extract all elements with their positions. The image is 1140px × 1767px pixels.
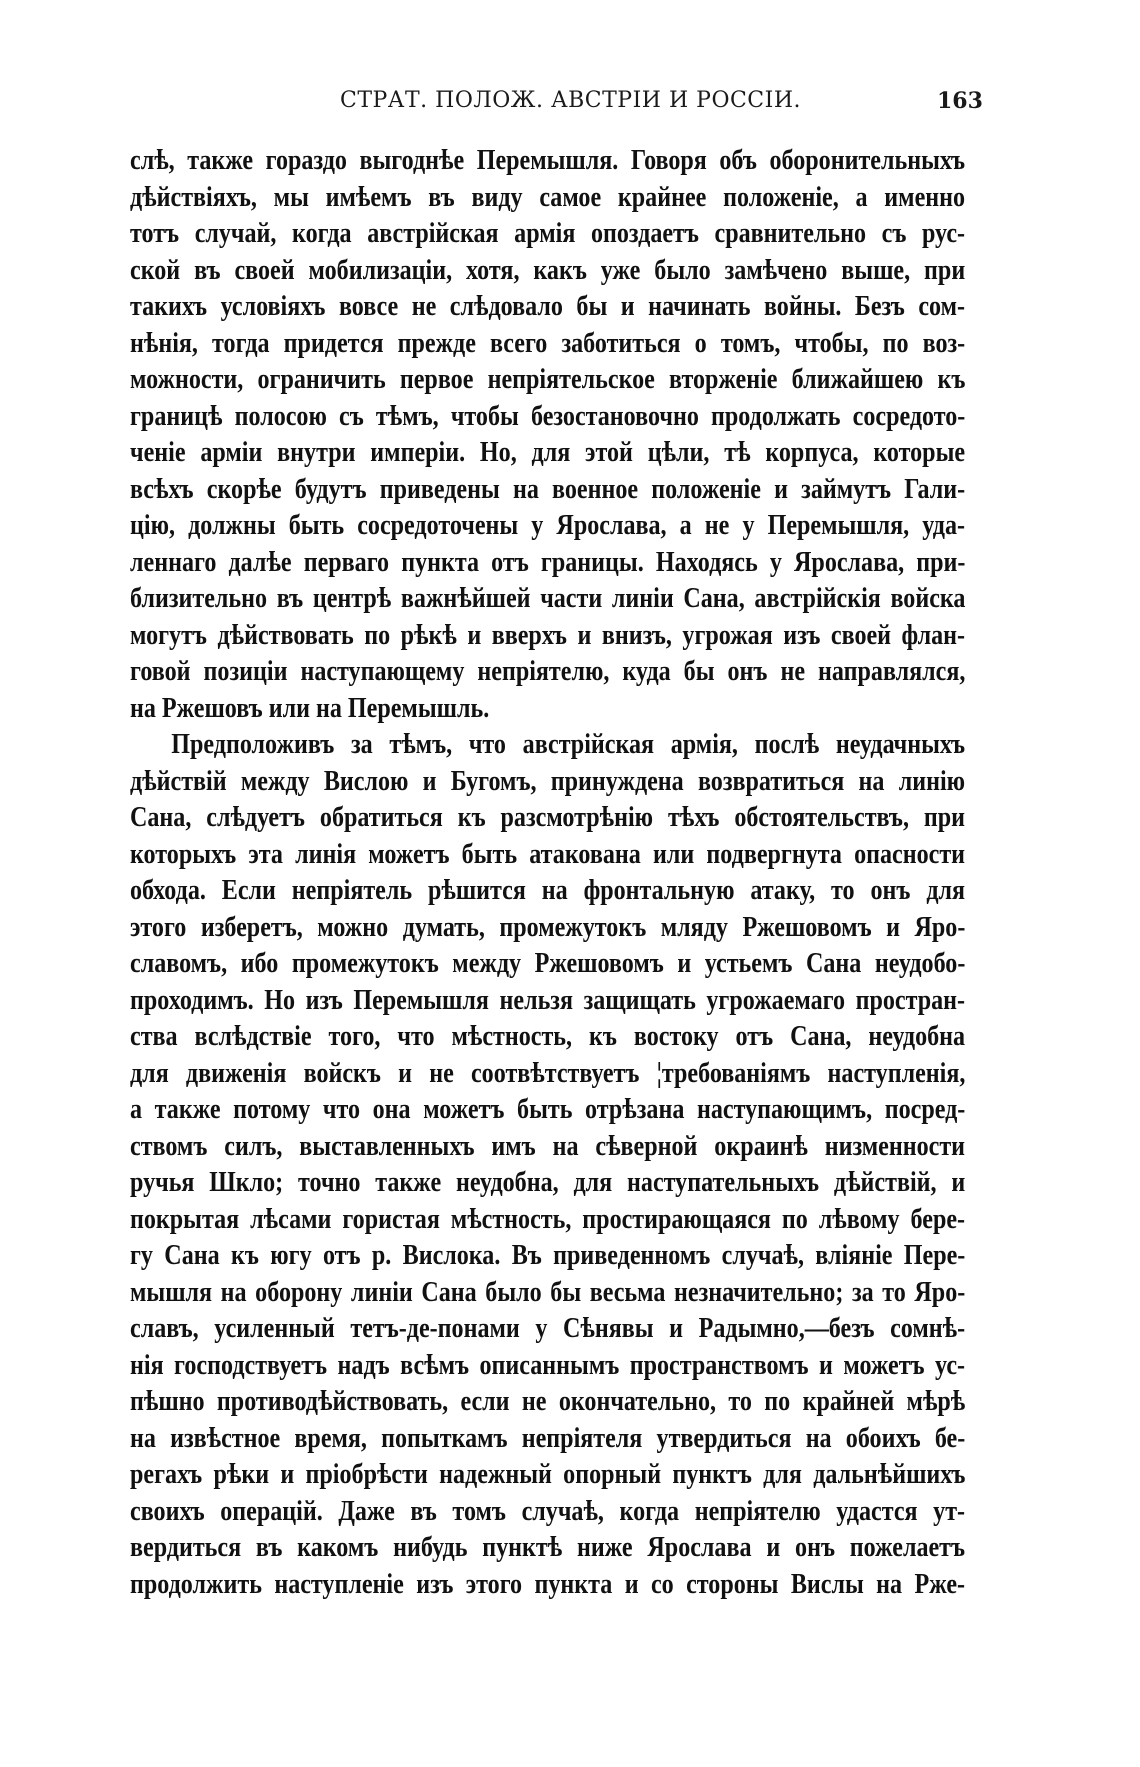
text-line: нѣнія, тогда придется прежде всего заботиться о томъ, чтобы, по воз- [130, 327, 966, 359]
text-line: нія господствуетъ надъ всѣмъ описаннымъ пространствомъ и можетъ ус- [130, 1349, 966, 1381]
text-line: леннаго далѣе перваго пункта отъ границы. Находясь у Ярослава, при- [130, 546, 966, 578]
text-line: регахъ рѣки и пріобрѣсти надежный опорный пунктъ для дальнѣйшихъ [130, 1459, 966, 1490]
text-line: ской въ своей мобилизаціи, хотя, какъ уже было замѣчено выше, при [130, 254, 966, 286]
body-text [130, 143, 966, 1603]
text-line: этого изберетъ, можно думать, промежутокъ мляду Ржешовомъ и Яро- [130, 911, 966, 943]
text-line: говой позиціи наступающему непріятелю, куда бы онъ не направлялся, [130, 656, 966, 687]
text-line: которыхъ эта линія можетъ быть атакована или подвергнута опасности [130, 838, 966, 870]
text-line: славомъ, ибо промежутокъ между Ржешовомъ и устьемъ Сана неудобо- [130, 948, 966, 979]
text-line: всѣхъ скорѣе будутъ приведены на военное положеніе и займутъ Гали- [130, 473, 966, 505]
text-line: мышля на оборону линіи Сана было бы весьма незначительно; за то Яро- [130, 1276, 966, 1308]
text-line: на извѣстное время, попыткамъ непріятеля утвердиться на обоихъ бе- [130, 1422, 966, 1454]
text-line: границѣ полосою съ тѣмъ, чтобы безостановочно продолжать сосредото- [130, 400, 966, 432]
text-line: Предположивъ за тѣмъ, что австрійская армія, послѣ неудачныхъ [171, 729, 966, 760]
text-line: могутъ дѣйствовать по рѣкѣ и вверхъ и внизъ, угрожая изъ своей флан- [130, 619, 966, 651]
text-line: ченіе арміи внутри имперіи. Но, для этой цѣли, тѣ корпуса, которые [130, 437, 966, 468]
text-line: ствомъ силъ, выставленныхъ имъ на сѣверной окраинѣ низменности [130, 1130, 966, 1162]
text-line: пѣшно противодѣйствовать, если не окончательно, то по крайней мѣрѣ [130, 1386, 966, 1417]
text-line: гу Сана къ югу отъ р. Вислока. Въ приведенномъ случаѣ, вліяніе Пере- [130, 1240, 966, 1271]
text-line: для движенія войскъ и не соотвѣтствуетъ ¦требованіямъ наступленія, [130, 1057, 966, 1089]
text-line: можности, ограничить первое непріятельское вторженіе ближайшею къ [130, 364, 966, 395]
text-line: проходимъ. Но изъ Перемышля нельзя защищать угрожаемаго простран- [130, 984, 966, 1016]
text-line: покрытая лѣсами гористая мѣстность, простирающаяся по лѣвому бере- [130, 1203, 966, 1235]
text-line: своихъ операцій. Даже въ томъ случаѣ, когда непріятелю удастся ут- [130, 1495, 966, 1527]
text-line: ства вслѣдствіе того, что мѣстность, къ востоку отъ Сана, неудобна [130, 1021, 966, 1052]
paragraph-2 [130, 727, 965, 1603]
text-line: ручья Шкло; точно также неудобна, для наступательныхъ дѣйствій, и [130, 1167, 966, 1198]
text-line: славъ, усиленный тетъ-де-понами у Сѣнявы и Радымно,—безъ сомнѣ- [130, 1313, 966, 1344]
text-line: а также потому что она можетъ быть отрѣзана наступающимъ, посред- [130, 1094, 966, 1125]
text-line: обхода. Если непріятель рѣшится на фронтальную атаку, то онъ для [130, 875, 966, 906]
text-line: близительно въ центрѣ важнѣйшей части линіи Сана, австрійскія войска [130, 583, 966, 614]
text-line: цію, должны быть сосредоточены у Ярослава, а не у Перемышля, уда- [130, 510, 966, 541]
running-title: СТРАТ. ПОЛОЖ. АВСТРІИ И РОССІИ. [340, 88, 802, 113]
text-line: тотъ случай, когда австрійская армія опоздаетъ сравнительно съ рус- [130, 218, 966, 249]
text-line: вердиться въ какомъ нибудь пунктѣ ниже Ярослава и онъ пожелаетъ [130, 1532, 966, 1563]
text-line: продолжить наступленіе изъ этого пункта и со стороны Вислы на Рже- [130, 1568, 966, 1600]
text-line: дѣйствіяхъ, мы имѣемъ въ виду самое крайнее положеніе, а именно [130, 181, 966, 213]
text-line: слѣ, также гораздо выгоднѣе Перемышля. Говоря объ оборонительныхъ [130, 145, 966, 176]
paragraph-1 [130, 143, 965, 727]
text-line: такихъ условіяхъ вовсе не слѣдовало бы и начинать войны. Безъ сом- [130, 291, 966, 322]
page-number: 163 [937, 88, 983, 114]
text-line: Сана, слѣдуетъ обратиться къ разсмотрѣнію тѣхъ обстоятельствъ, при [130, 802, 966, 833]
text-line: дѣйствій между Вислою и Бугомъ, принуждена возвратиться на линію [130, 765, 966, 797]
text-line: на Ржешовъ или на Перемышль. [130, 692, 490, 724]
